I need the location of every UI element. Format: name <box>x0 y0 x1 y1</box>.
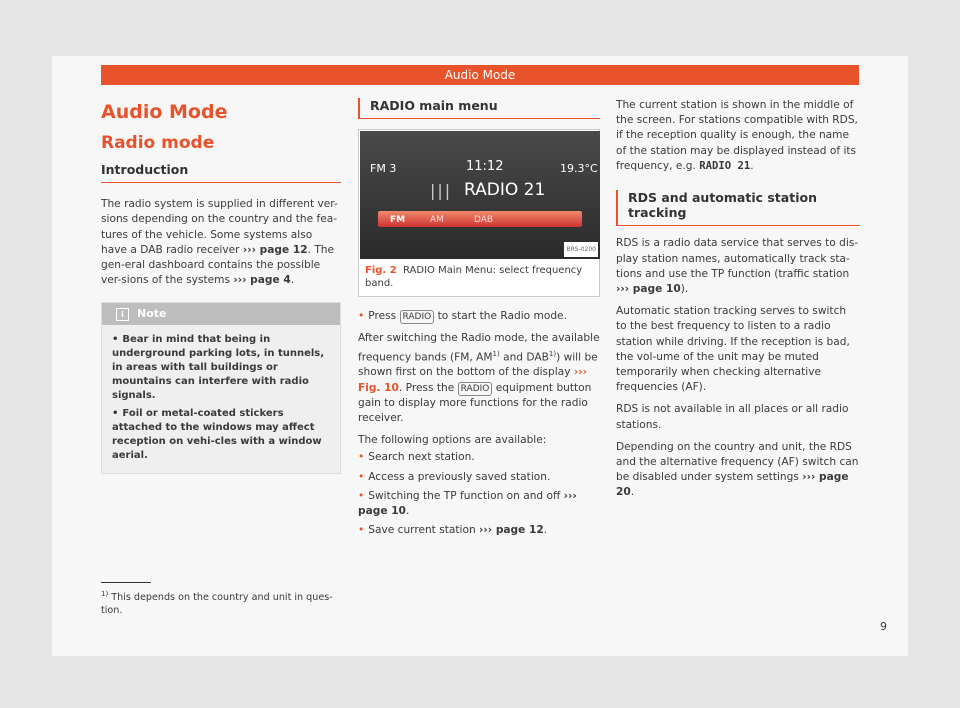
band-tab-fm[interactable]: FM <box>390 215 406 226</box>
page-ref-link[interactable]: ››› page 12 <box>242 243 308 256</box>
band-tab-am[interactable]: AM <box>430 215 444 226</box>
list-item: • Save current station ››› page 12. <box>358 524 548 537</box>
bullet-icon: • <box>358 524 365 537</box>
subsection-title: Introduction <box>101 162 341 183</box>
column-right <box>616 98 860 508</box>
page-ref-link[interactable]: ››› page 10 <box>616 283 681 296</box>
paragraph: The current station is shown in the middle of the screen. For stations compatible with RDS, if the reception quality is enough, the name of the station may be displayed instead of its frequency, e.g. RADIO 21. <box>616 99 858 172</box>
section-heading: RADIO main menu <box>358 98 600 119</box>
paragraph: After switching the Radio mode, the available frequency bands (FM, AM$^{1)}$ and DAB$^{1)}$) will be shown first on the bottom of the display ››› Fig. 10. Press the RADIO equipment button gain to display more functions for the radio receiver. <box>358 332 600 424</box>
bullet-icon: • <box>358 310 365 323</box>
note-header: i Note <box>102 303 340 325</box>
press-instruction: • Press RADIO to start the Radio mode. <box>358 310 567 323</box>
signal-icon: ||| <box>430 181 453 201</box>
bullet-icon: • <box>112 408 119 420</box>
radio-screen-image <box>360 131 600 259</box>
band-tab-dab[interactable]: DAB <box>474 215 494 226</box>
station-name: RADIO 21 <box>464 180 546 201</box>
paragraph: The following options are available: <box>358 434 547 447</box>
page-ref-link[interactable]: ››› page 10 <box>358 489 577 517</box>
radio-key: RADIO <box>458 382 493 396</box>
bullet-icon: • <box>358 470 365 483</box>
page-ref-link[interactable]: ››› page 12 <box>479 524 544 537</box>
list-item: • Switching the TP function on and off ››› page 10. <box>358 489 577 517</box>
band-tab-bar <box>378 211 582 227</box>
page-ref-link[interactable]: ››› page 4 <box>233 274 291 287</box>
temp-label: 19.3°C <box>560 162 598 176</box>
section-title: Radio mode <box>101 133 215 153</box>
footnote: $^{1)}$ This depends on the country and unit in ques-tion. <box>101 590 333 617</box>
intro-paragraph: The radio system is supplied in different ver-sions depending on the country and the fea-tures of the vehicle. Some systems also have a DAB radio receiver ››› page 12. The gen-eral dashboard contains the possible ver-sions of the systems ››› page 4. <box>101 198 338 287</box>
radio-key: RADIO <box>400 310 435 324</box>
time-label: 11:12 <box>466 159 504 175</box>
band-label: FM 3 <box>370 162 397 176</box>
paragraph: Depending on the country and unit, the RDS and the alternative frequency (AF) switch can be disabled under system settings ››› page 20. <box>616 440 859 499</box>
section-heading: RDS and automatic station tracking <box>616 190 860 226</box>
figure-code: BRS-0200 <box>564 242 598 257</box>
paragraph: RDS is a radio data service that serves to dis-play station names, automatically track sta-tions and use the TP function (traffic station ››› page 10). <box>616 237 859 296</box>
chapter-title: Audio Mode <box>101 101 228 123</box>
column-middle <box>358 98 600 538</box>
note-item: • Foil or metal-coated stickers attached to the windows may affect reception on vehi-cles with a window aerial. <box>112 408 322 462</box>
paragraph: RDS is not available in all places or all radio stations. <box>616 403 849 431</box>
paragraph: Automatic station tracking serves to switch to the best frequency to listen to a radio station while driving. If the reception is bad, the vol-ume of the unit may be muted temporarily when checking alternative frequencies (AF). <box>616 305 850 394</box>
list-item: • Search next station. <box>358 451 475 464</box>
page-number: 9 <box>880 620 887 633</box>
page-ref-link[interactable]: ››› page 20 <box>616 471 849 499</box>
list-item: • Access a previously saved station. <box>358 470 551 483</box>
note-box <box>101 302 341 474</box>
column-left <box>101 98 341 474</box>
note-body <box>102 325 340 473</box>
figure-2 <box>358 129 600 297</box>
bullet-icon: • <box>358 489 365 502</box>
figure-ref-link[interactable]: ››› Fig. 10 <box>358 366 587 394</box>
bullet-icon: • <box>112 334 119 346</box>
info-icon: i <box>116 308 129 321</box>
running-header: Audio Mode <box>101 65 859 85</box>
bullet-icon: • <box>358 451 365 464</box>
note-item: • Bear in mind that being in underground parking lots, in tunnels, in areas with tall buildings or mountains can interfere with radio signals. <box>112 334 325 402</box>
figure-caption: Fig. 2 RADIO Main Menu: select frequency band. <box>365 265 583 290</box>
